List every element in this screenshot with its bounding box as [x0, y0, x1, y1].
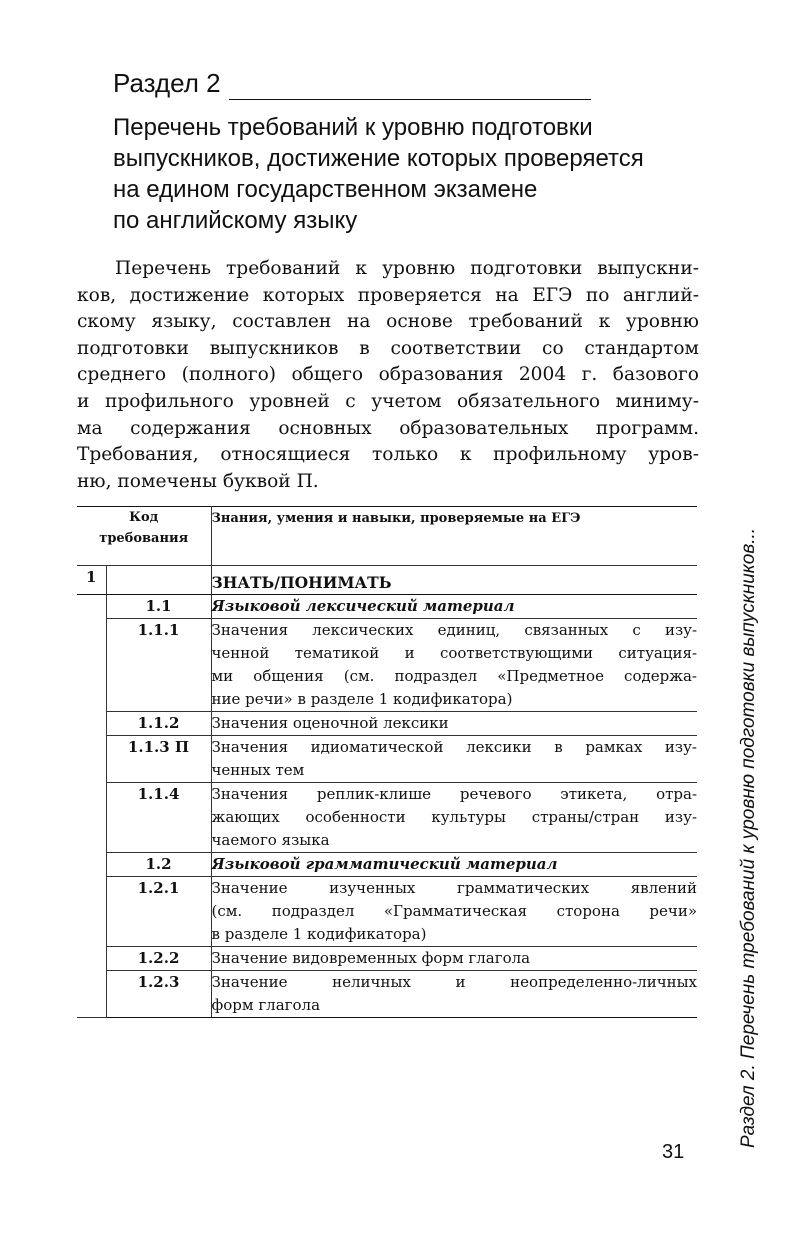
description-line: жающих особенности культуры страны/стран изу- — [211, 808, 698, 826]
intro-line: и профильного уровней с учетом обязательного миниму- — [77, 390, 699, 412]
table-row — [77, 971, 697, 1018]
description-line: (см. подраздел «Грамматическая сторона речи» — [211, 902, 698, 920]
table-row — [77, 877, 697, 947]
description-line: Значения оценочной лексики — [211, 714, 449, 732]
section-number-span-cell — [77, 595, 106, 1018]
table-row — [77, 853, 697, 877]
description-line: Значение изученных грамматических явлений — [211, 879, 698, 897]
code-column-header — [77, 507, 211, 566]
requirement-code: 1.1.4 — [106, 783, 211, 853]
section-label: Раздел 2 — [113, 68, 221, 98]
requirement-description — [211, 619, 697, 712]
description-line: Значения лексических единиц, связанных с изу- — [211, 621, 698, 639]
description-column-header: Знания, умения и навыки, проверяемые на ЕГЭ — [211, 507, 697, 566]
table-row — [77, 595, 697, 619]
description-line: ми общения (см. подраздел «Предметное содержа- — [211, 667, 698, 685]
table-row — [77, 619, 697, 712]
section-underline — [229, 73, 591, 100]
description-line: ченных тем — [211, 761, 305, 779]
table-row — [77, 947, 697, 971]
requirement-description — [211, 853, 697, 877]
intro-line: подготовки выпускников в соответствии со стандартом — [77, 337, 699, 359]
section-number: 1 — [77, 566, 106, 595]
description-line: Языковой лексический материал — [211, 597, 515, 615]
description-line: в разделе 1 кодификатора) — [211, 925, 427, 943]
description-line: Значение видовременных форм глагола — [211, 949, 531, 967]
section-heading — [113, 66, 591, 100]
requirement-code: 1.2.2 — [106, 947, 211, 971]
title-line: выпускников, достижение которых проверяется — [113, 145, 644, 172]
requirement-code: 1.1 — [106, 595, 211, 619]
intro-line: Перечень требований к уровню подготовки выпускни- — [115, 258, 699, 279]
intro-line: ню, помечены буквой П. — [77, 470, 319, 492]
requirement-code: 1.1.3 П — [106, 736, 211, 783]
requirements-table — [77, 506, 697, 1018]
intro-paragraph — [77, 256, 699, 495]
description-line: ченной тематикой и соответствующими ситуация- — [211, 644, 698, 662]
description-line: чаемого языка — [211, 831, 330, 849]
page-number: 31 — [662, 1141, 685, 1163]
requirement-code: 1.2 — [106, 853, 211, 877]
requirement-description — [211, 736, 697, 783]
code-header-line: требования — [99, 531, 189, 546]
requirement-description — [211, 971, 697, 1018]
section-text: ЗНАТЬ/ПОНИМАТЬ — [211, 566, 697, 595]
intro-line: ков, достижение которых проверяется на ЕГЭ по англий- — [77, 284, 699, 306]
description-line: Значение неличных и неопределенно-личных — [211, 973, 698, 991]
requirement-description — [211, 595, 697, 619]
requirement-code: 1.2.1 — [106, 877, 211, 947]
description-line: форм глагола — [211, 996, 321, 1014]
requirement-code: 1.1.2 — [106, 712, 211, 736]
page-title — [113, 112, 713, 236]
title-line: на едином государственном экзамене — [113, 176, 538, 203]
requirement-description — [211, 877, 697, 947]
description-line: Значения идиоматической лексики в рамках изу- — [211, 738, 698, 756]
table-row — [77, 783, 697, 853]
requirement-code: 1.1.1 — [106, 619, 211, 712]
requirement-code: 1.2.3 — [106, 971, 211, 1018]
intro-line: скому языку, составлен на основе требований к уровню — [77, 311, 699, 333]
title-line: Перечень требований к уровню подготовки — [113, 114, 593, 141]
requirements-rows — [77, 595, 697, 1018]
requirement-description — [211, 712, 697, 736]
requirement-description — [211, 783, 697, 853]
title-line: по английскому языку — [113, 207, 358, 234]
table-header-row — [77, 507, 697, 566]
intro-line: среднего (полного) общего образования 2004 г. базового — [77, 364, 699, 386]
description-line: Языковой грамматический материал — [211, 855, 558, 873]
intro-line: Требования, относящиеся только к профильному уров- — [77, 444, 699, 466]
running-title: Раздел 2. Перечень требований к уровню подготовки выпускников... — [738, 527, 759, 1148]
section-row — [77, 566, 697, 595]
code-header-line: Код — [129, 510, 159, 525]
table-row — [77, 736, 697, 783]
requirement-description — [211, 947, 697, 971]
empty-code-cell — [106, 566, 211, 595]
description-line: ние речи» в разделе 1 кодификатора) — [211, 690, 513, 708]
description-line: Значения реплик-клише речевого этикета, отра- — [211, 785, 698, 803]
table-row — [77, 712, 697, 736]
intro-line: ма содержания основных образовательных программ. — [77, 417, 699, 439]
